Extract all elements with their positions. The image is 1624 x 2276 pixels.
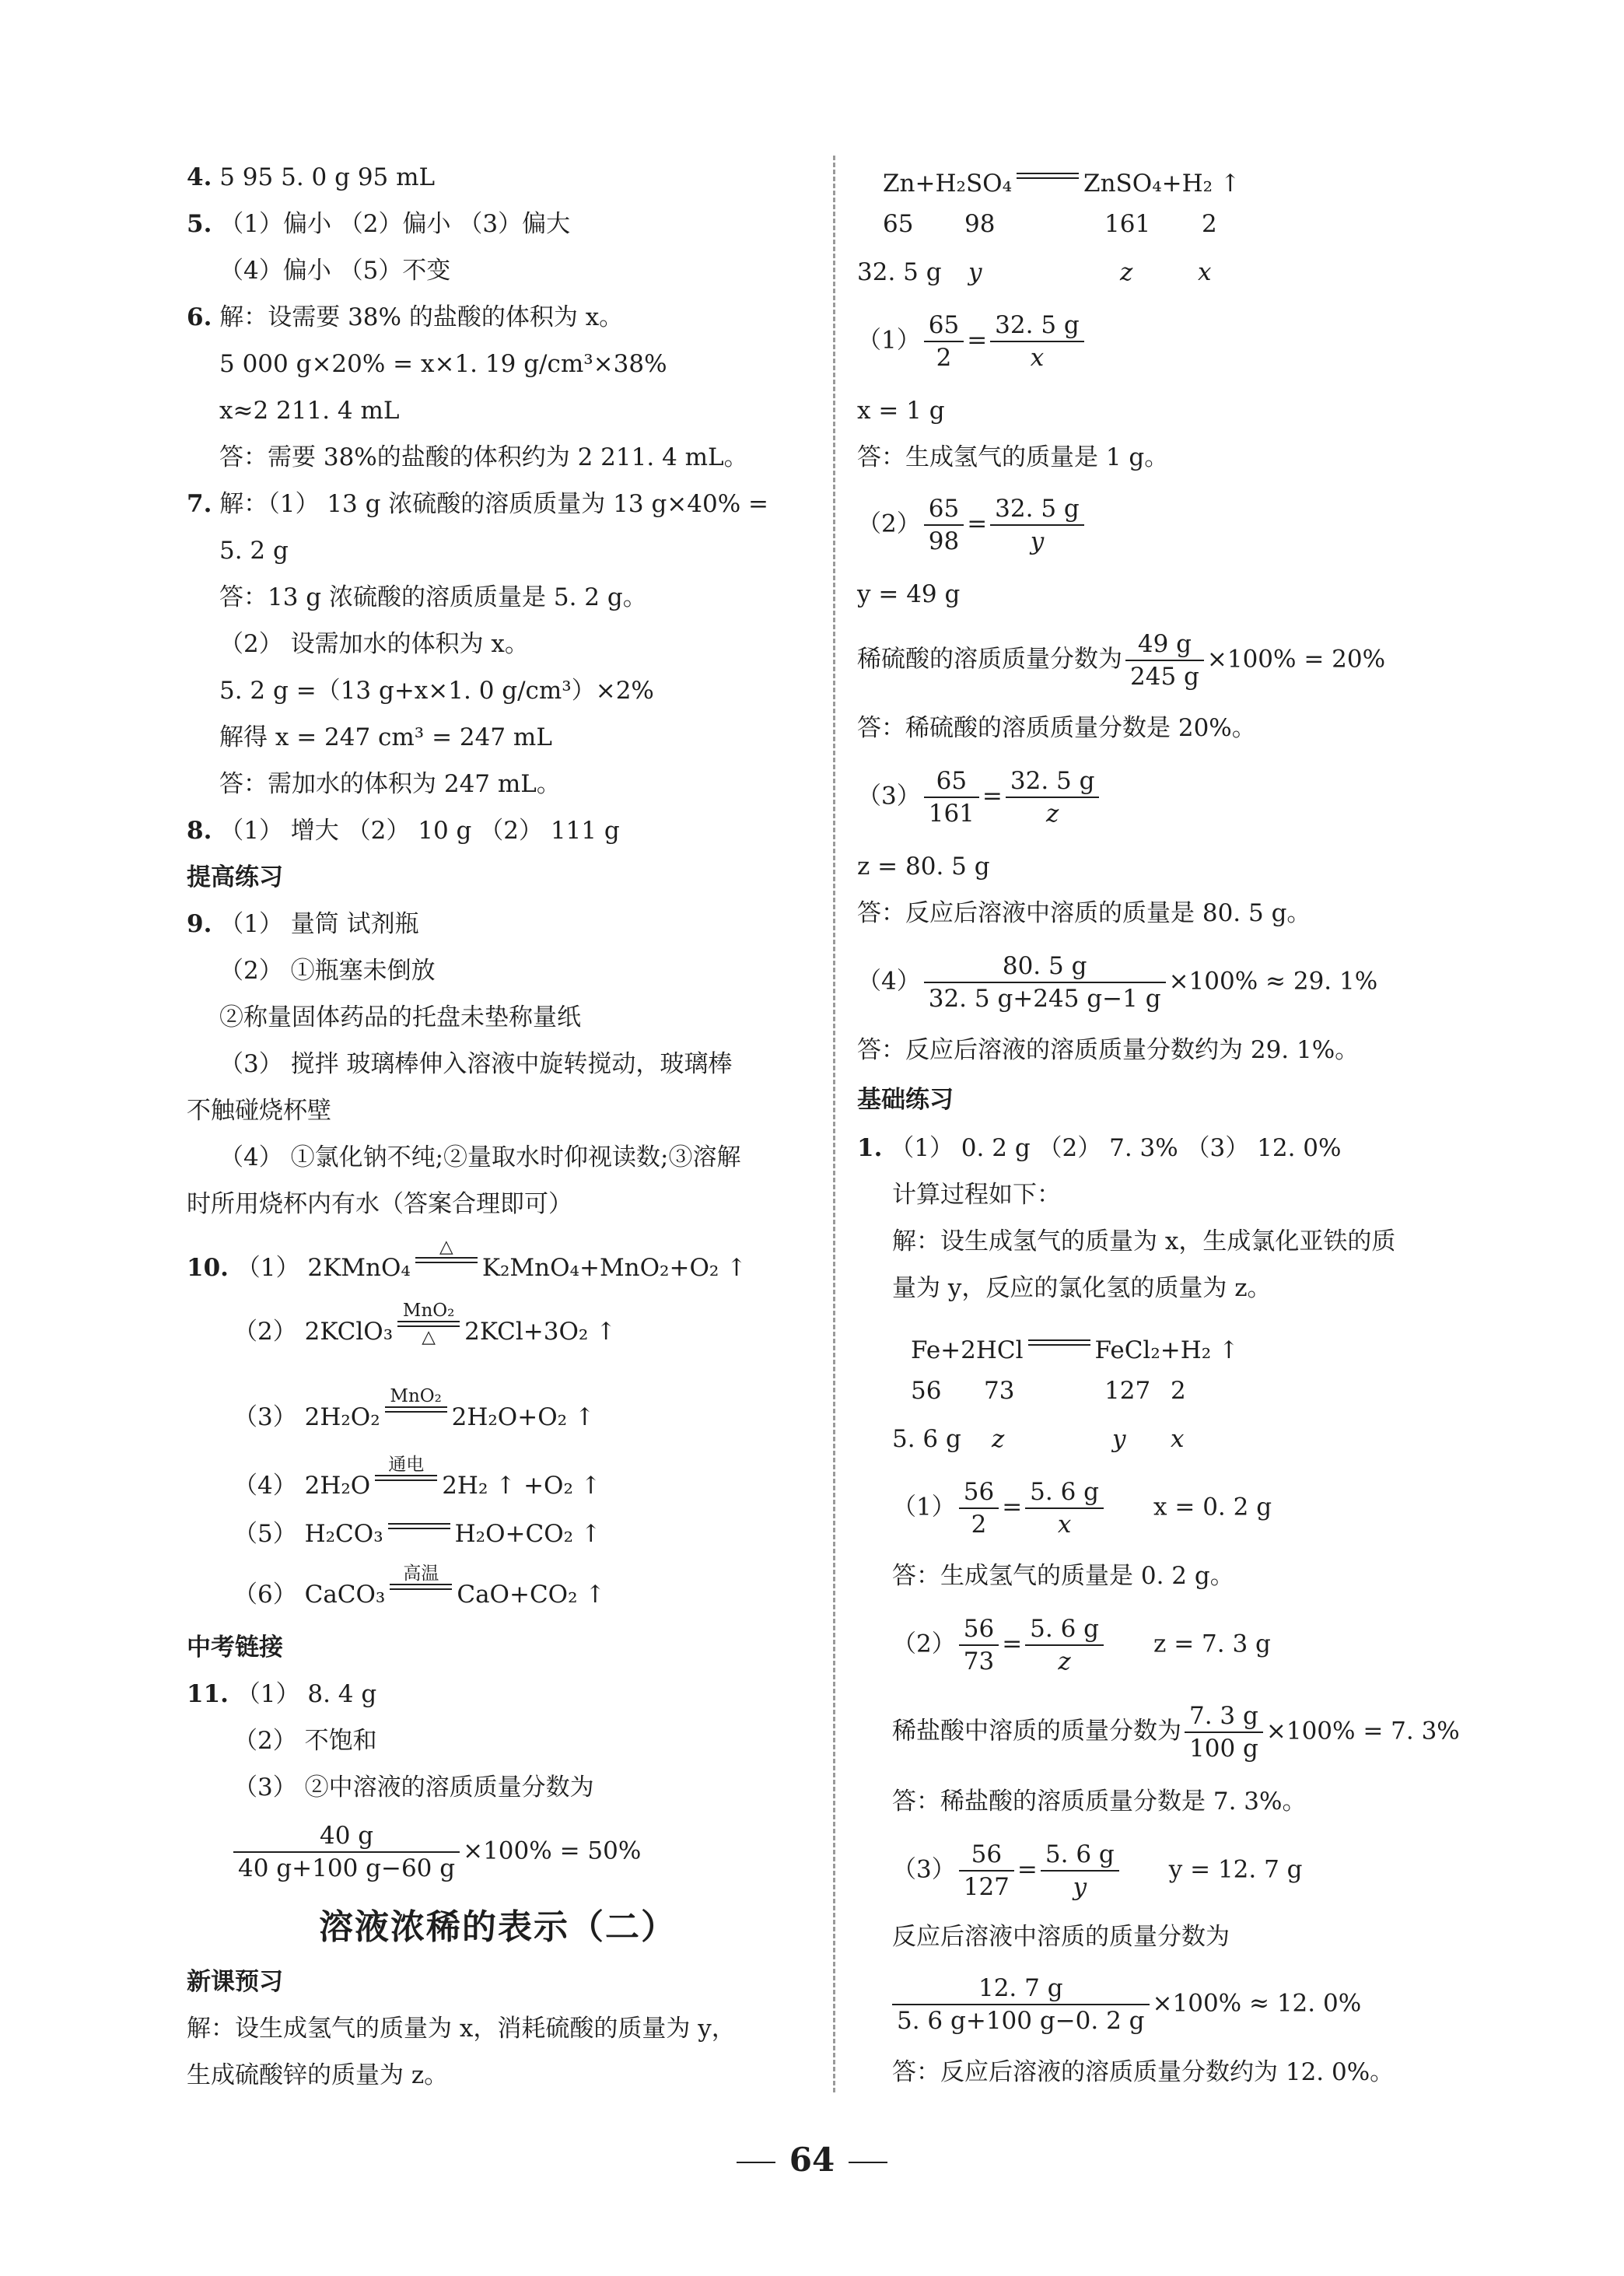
answer-7-line2: 5. 2 g (219, 537, 289, 565)
part-1-result: x = 1 g (857, 397, 945, 425)
basic-part-1-answer: 答：生成氢气的质量是 0. 2 g。 (892, 1562, 1234, 1590)
reaction-arrow (388, 1503, 450, 1549)
answer-10-eq3: （3） 2H₂O₂ MnO₂ 2H₂O+O₂ ↑ (233, 1386, 595, 1431)
reaction-arrow: 通电 (375, 1455, 437, 1501)
answer-10-eq4: （4） 2H₂O 通电 2H₂ ↑ +O₂ ↑ (233, 1455, 601, 1500)
answer-10-eq6: （6） CaCO₃ 高温 CaO+CO₂ ↑ (233, 1563, 606, 1609)
section-heading-exam: 中考链接 (187, 1633, 283, 1661)
answer-11-fraction: $\frac{40 g}{40 g+100 g-60 g}$ ×100% = 50% (233, 1820, 641, 1884)
answer-9-line2: （2） ①瓶塞未倒放 (219, 957, 436, 985)
answer-9-line4: （3） 搅拌 玻璃棒伸入溶液中旋转搅动，玻璃棒 (219, 1050, 733, 1078)
fe-var-1: 5. 6 g (892, 1425, 961, 1453)
fe-var-4: x (1171, 1425, 1185, 1453)
part-4-fraction: （4） $\frac{80. 5 g}{32. 5 g+245 g-1 g}$ ×100% ≈ 29. 1% (857, 952, 1378, 1013)
basic-part-3-fraction: $\frac{12. 7 g}{5. 6 g+100 g-0. 2 g}$ ×100% ≈ 12. 0% (892, 1973, 1361, 2036)
basic-part-2-answer: 答：稀盐酸的溶质质量分数是 7. 3%。 (892, 1788, 1307, 1816)
lesson-title: 溶液浓稀的表示（二） (319, 1907, 677, 1947)
part-3-ratio: （3） $\frac{65}{161}$ = $\frac{32. 5 g}{z}$ (857, 765, 1102, 829)
reaction-arrow (1017, 152, 1079, 199)
answer-7: 7. 解：（1） 13 g 浓硫酸的溶质质量为 13 g×40% = (187, 490, 769, 518)
answer-7-line7: 答：需加水的体积为 247 mL。 (219, 770, 561, 798)
basic-part-3-answer: 答：反应后溶液的溶质质量分数约为 12. 0%。 (892, 2058, 1395, 2086)
fe-var-2: z (992, 1425, 1005, 1453)
answer-5: 5. （1）偏小 （2）偏小 （3）偏大 (187, 210, 571, 238)
part-2-ratio: （2） $\frac{65}{98}$ = $\frac{32. 5 g}{y}$ (857, 493, 1087, 557)
answer-5-line2: （4）偏小 （5）不变 (219, 257, 451, 285)
fe-mass-2: 73 (984, 1377, 1015, 1405)
section-heading-preview: 新课预习 (187, 1968, 283, 1996)
part-2-answer: 答：稀硫酸的溶质质量分数是 20%。 (857, 714, 1256, 742)
mass-row-2: 98 (964, 210, 996, 238)
basic-part-2-fraction: 稀盐酸中溶质的质量分数为 $\frac{7. 3 g}{100 g}$ ×100% = 7. 3% (892, 1702, 1460, 1763)
answer-8: 8. （1） 增大 （2） 10 g （2） 111 g (187, 817, 620, 845)
reaction-arrow: MnO₂ (385, 1386, 447, 1433)
mass-row-4: 2 (1202, 210, 1217, 238)
reaction-arrow (1028, 1319, 1090, 1366)
reaction-arrow: 高温 (390, 1563, 452, 1610)
answer-9-line5: 不触碰烧杯壁 (187, 1097, 331, 1125)
mass-row-1: 65 (883, 210, 914, 238)
answer-9: 9. （1） 量筒 试剂瓶 (187, 910, 419, 938)
part-1-ratio: （1） $\frac{65}{2}$ = $\frac{32. 5 g}{x}$ (857, 310, 1087, 373)
answer-7-line3: 答：13 g 浓硫酸的溶质质量是 5. 2 g。 (219, 583, 647, 611)
answer-9-line3: ②称量固体药品的托盘未垫称量纸 (219, 1003, 581, 1031)
basic-part-3-line: 反应后溶液中溶质的质量分数为 (892, 1923, 1230, 1951)
fe-mass-4: 2 (1171, 1377, 1186, 1405)
mass-row-3: 161 (1104, 210, 1151, 238)
answer-9-line7: 时所用烧杯内有水（答案合理即可） (187, 1190, 572, 1218)
column-divider (833, 156, 835, 2092)
reaction-zn-h2so4: Zn+H₂SO₄ ZnSO₄+H₂ ↑ (883, 152, 1241, 199)
answer-9-line6: （4） ①氯化钠不纯;②量取水时仰视读数;③溶解 (219, 1143, 741, 1171)
var-row-2: y (968, 258, 982, 286)
preview-line-1: 解：设生成氢气的质量为 x，消耗硫酸的质量为 y， (187, 2015, 736, 2043)
basic-answer-1-line3: 解：设生成氢气的质量为 x，生成氯化亚铁的质 (892, 1227, 1396, 1255)
answer-7-line5: 5. 2 g =（13 g+x×1. 0 g/cm³）×2% (219, 677, 654, 705)
part-4-answer: 答：反应后溶液的溶质质量分数约为 29. 1%。 (857, 1036, 1360, 1064)
answer-11-line3: （3） ②中溶液的溶质质量分数为 (233, 1774, 594, 1802)
reaction-arrow: MnO₂ △ (397, 1301, 460, 1347)
fe-mass-1: 56 (911, 1377, 942, 1405)
fe-var-3: y (1112, 1425, 1126, 1453)
section-heading-basic: 基础练习 (857, 1086, 954, 1114)
var-row-1: 32. 5 g (857, 258, 942, 286)
basic-answer-1: 1. （1） 0. 2 g （2） 7. 3% （3） 12. 0% (857, 1134, 1342, 1162)
basic-answer-1-line4: 量为 y，反应的氯化氢的质量为 z。 (892, 1274, 1272, 1302)
part-3-answer: 答：反应后溶液中溶质的质量是 80. 5 g。 (857, 899, 1311, 927)
part-2-fraction: 稀硫酸的溶质质量分数为 $\frac{49 g}{245 g}$ ×100% = 20% (857, 630, 1386, 691)
answer-6-line3: x≈2 211. 4 mL (219, 397, 400, 425)
section-heading-improve: 提高练习 (187, 863, 283, 891)
basic-part-2-ratio: （2） $\frac{56}{73}$ = $\frac{5. 6 g}{z}$ z = 7. 3 g (892, 1615, 1271, 1675)
var-row-3: z (1120, 258, 1133, 286)
answer-7-line4: （2） 设需加水的体积为 x。 (219, 630, 529, 658)
part-2-result: y = 49 g (857, 580, 961, 608)
answer-10-eq1: 10. （1） 2KMnO₄ △ K₂MnO₄+MnO₂+O₂ ↑ (187, 1237, 747, 1282)
answer-6-line4: 答：需要 38%的盐酸的体积约为 2 211. 4 mL。 (219, 443, 748, 471)
basic-part-1-ratio: （1） $\frac{56}{2}$ = $\frac{5. 6 g}{x}$ x = 0. 2 g (892, 1478, 1272, 1539)
answer-10-eq5: （5） H₂CO₃ H₂O+CO₂ ↑ (233, 1503, 601, 1549)
var-row-4: x (1198, 258, 1212, 286)
basic-part-3-ratio: （3） $\frac{56}{127}$ = $\frac{5. 6 g}{y}$ y = 12. 7 g (892, 1840, 1303, 1901)
preview-line-2: 生成硫酸锌的质量为 z。 (187, 2061, 449, 2089)
part-1-answer: 答：生成氢气的质量是 1 g。 (857, 443, 1169, 471)
page-number: 64 (0, 2141, 1624, 2179)
answer-11: 11. （1） 8. 4 g (187, 1680, 377, 1708)
fe-mass-3: 127 (1104, 1377, 1151, 1405)
part-3-result: z = 80. 5 g (857, 853, 990, 881)
basic-answer-1-line2: 计算过程如下： (892, 1181, 1061, 1209)
answer-7-line6: 解得 x = 247 cm³ = 247 mL (219, 723, 552, 751)
answer-11-line2: （2） 不饱和 (233, 1727, 377, 1755)
reaction-fe-hcl: Fe+2HCl FeCl₂+H₂ ↑ (911, 1319, 1239, 1366)
answer-10-eq2: （2） 2KClO₃ MnO₂ △ 2KCl+3O₂ ↑ (233, 1301, 617, 1347)
answer-6: 6. 解：设需要 38% 的盐酸的体积为 x。 (187, 303, 624, 331)
reaction-arrow: △ (415, 1237, 478, 1283)
answer-6-line2: 5 000 g×20% = x×1. 19 g/cm³×38% (219, 350, 667, 378)
answer-4: 4. 5 95 5. 0 g 95 mL (187, 163, 436, 191)
